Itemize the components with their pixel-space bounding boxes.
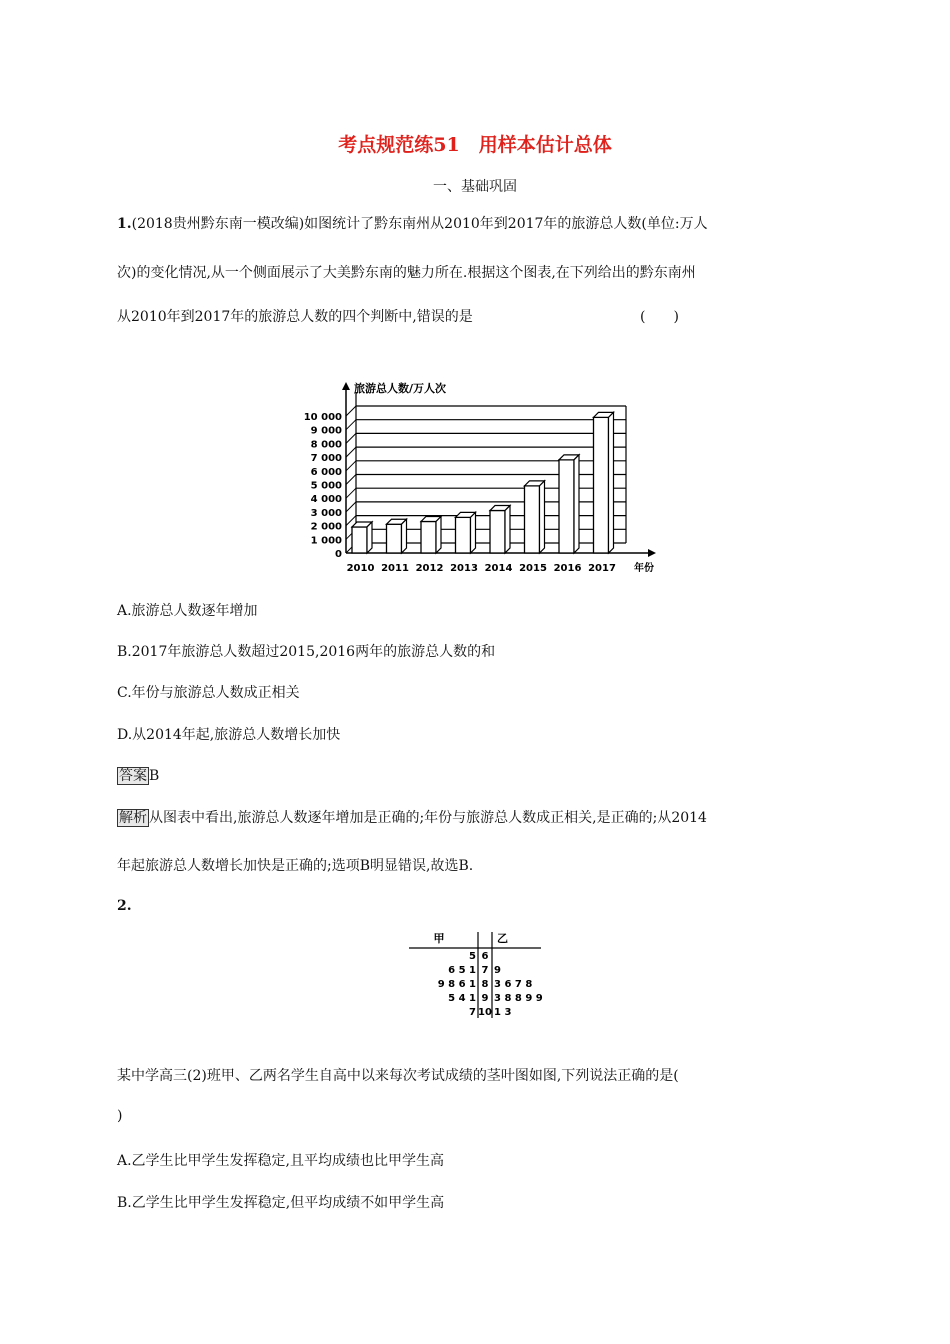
y-tick-label: 4 000 [310,494,342,506]
bar [352,527,367,553]
analysis-tag: 解析 [119,810,147,826]
bar-side [609,412,614,553]
y-tick-label: 8 000 [310,439,342,451]
x-tick-label: 2011 [381,563,409,574]
stem-value: 8 [481,979,489,990]
answer-line [117,765,159,785]
x-tick-label: 2017 [588,563,616,574]
stem-value: 9 [481,993,489,1004]
question-1-number: 1. [117,216,132,232]
bar-side [402,519,407,553]
tourism-bar-chart [303,380,666,580]
section-heading: 一、基础巩固 [433,179,517,195]
stem-value: 10 [478,1007,492,1018]
leaf-left: 7 [469,1007,476,1018]
grid-depth-line [346,433,356,443]
y-axis-title: 旅游总人数/万人次 [354,382,447,395]
q2-option-a: A.乙学生比甲学生发挥稳定,且平均成绩也比甲学生高 [117,1153,445,1169]
stem-header-left: 甲 [433,932,445,945]
stem-header-right: 乙 [497,932,508,945]
bar [490,511,505,553]
option-b: B.2017年旅游总人数超过2015,2016两年的旅游总人数的和 [117,644,496,660]
analysis-line-1 [117,807,707,827]
grid-depth-line [346,488,356,498]
question-1-line-3: 从2010年到2017年的旅游总人数的四个判断中,错误的是 [117,309,473,325]
question-1-text: (2018贵州黔东南一模改编)如图统计了黔东南州从2010年到2017年的旅游总人数(单位:万人 [131,216,708,232]
leaf-right: 3 8 8 9 9 [494,993,543,1004]
x-tick-label: 2012 [415,563,444,574]
bar-side [505,506,510,553]
stem-leaf-plot [405,928,545,1023]
question-2-line-2: ) [117,1108,123,1124]
y-axis-arrow [342,382,350,390]
bar [525,486,540,553]
question-2-number: 2. [117,898,132,914]
option-c: C.年份与旅游总人数成正相关 [117,685,300,701]
leaf-right: 9 [494,965,501,976]
grid-depth-line [346,502,356,512]
answer-tag: 答案 [119,768,147,784]
x-tick-label: 2016 [553,563,582,574]
y-tick-label: 6 000 [310,466,342,478]
y-tick-label: 1 000 [310,535,342,547]
y-tick-label: 7 000 [310,453,342,465]
x-tick-label: 2014 [484,563,513,574]
x-tick-label: 2010 [346,563,375,574]
x-tick-label: 2015 [519,563,547,574]
answer-blank: ( ) [640,309,679,325]
bar [456,517,471,553]
bar-side [574,455,579,553]
leaf-right: 3 6 7 8 [494,979,533,990]
bar [594,417,609,553]
option-d: D.从2014年起,旅游总人数增长加快 [117,727,341,743]
grid-depth-line [346,406,356,416]
x-axis-title: 年份 [634,563,654,574]
bar-side [540,481,545,553]
grid-depth-line [346,475,356,485]
x-axis-arrow [648,549,656,557]
bar-side [471,512,476,553]
grid-depth-line [346,447,356,457]
page-title: 考点规范练51 用样本估计总体 [338,134,612,156]
option-a: A.旅游总人数逐年增加 [117,603,258,619]
question-2-line-1: 某中学高三(2)班甲、乙两名学生自高中以来每次考试成绩的茎叶图如图,下列说法正确的是( [117,1068,679,1084]
answer-value: B [149,768,160,784]
leaf-left: 6 5 1 [448,965,476,976]
y-tick-label: 2 000 [310,521,342,533]
leaf-left: 5 [469,951,476,962]
q2-option-b: B.乙学生比甲学生发挥稳定,但平均成绩不如甲学生高 [117,1195,445,1211]
question-1-line-2: 次)的变化情况,从一个侧面展示了大美黔东南的魅力所在.根据这个图表,在下列给出的黔东南州 [117,265,696,281]
bar-side [367,522,372,553]
y-tick-label: 5 000 [310,480,342,492]
y-tick-label: 0 [335,549,342,560]
bar [421,521,436,553]
y-tick-label: 3 000 [310,507,342,519]
stem-value: 6 [481,951,489,962]
bar-side [436,516,441,553]
x-tick-label: 2013 [450,563,478,574]
grid-depth-line [346,461,356,471]
leaf-left: 9 8 6 1 [437,979,476,990]
y-tick-label: 10 000 [303,412,342,423]
grid-depth-line [346,420,356,430]
question-1-line-1 [117,213,708,233]
bar [559,460,574,553]
bar [387,524,402,553]
y-tick-label: 9 000 [310,425,342,437]
analysis-line-2: 年起旅游总人数增长加快是正确的;选项B明显错误,故选B. [117,858,474,874]
leaf-right: 1 3 [494,1007,512,1018]
leaf-left: 5 4 1 [448,993,476,1004]
analysis-text-1: 从图表中看出,旅游总人数逐年增加是正确的;年份与旅游总人数成正相关,是正确的;从2014 [149,810,707,826]
stem-value: 7 [481,965,489,976]
